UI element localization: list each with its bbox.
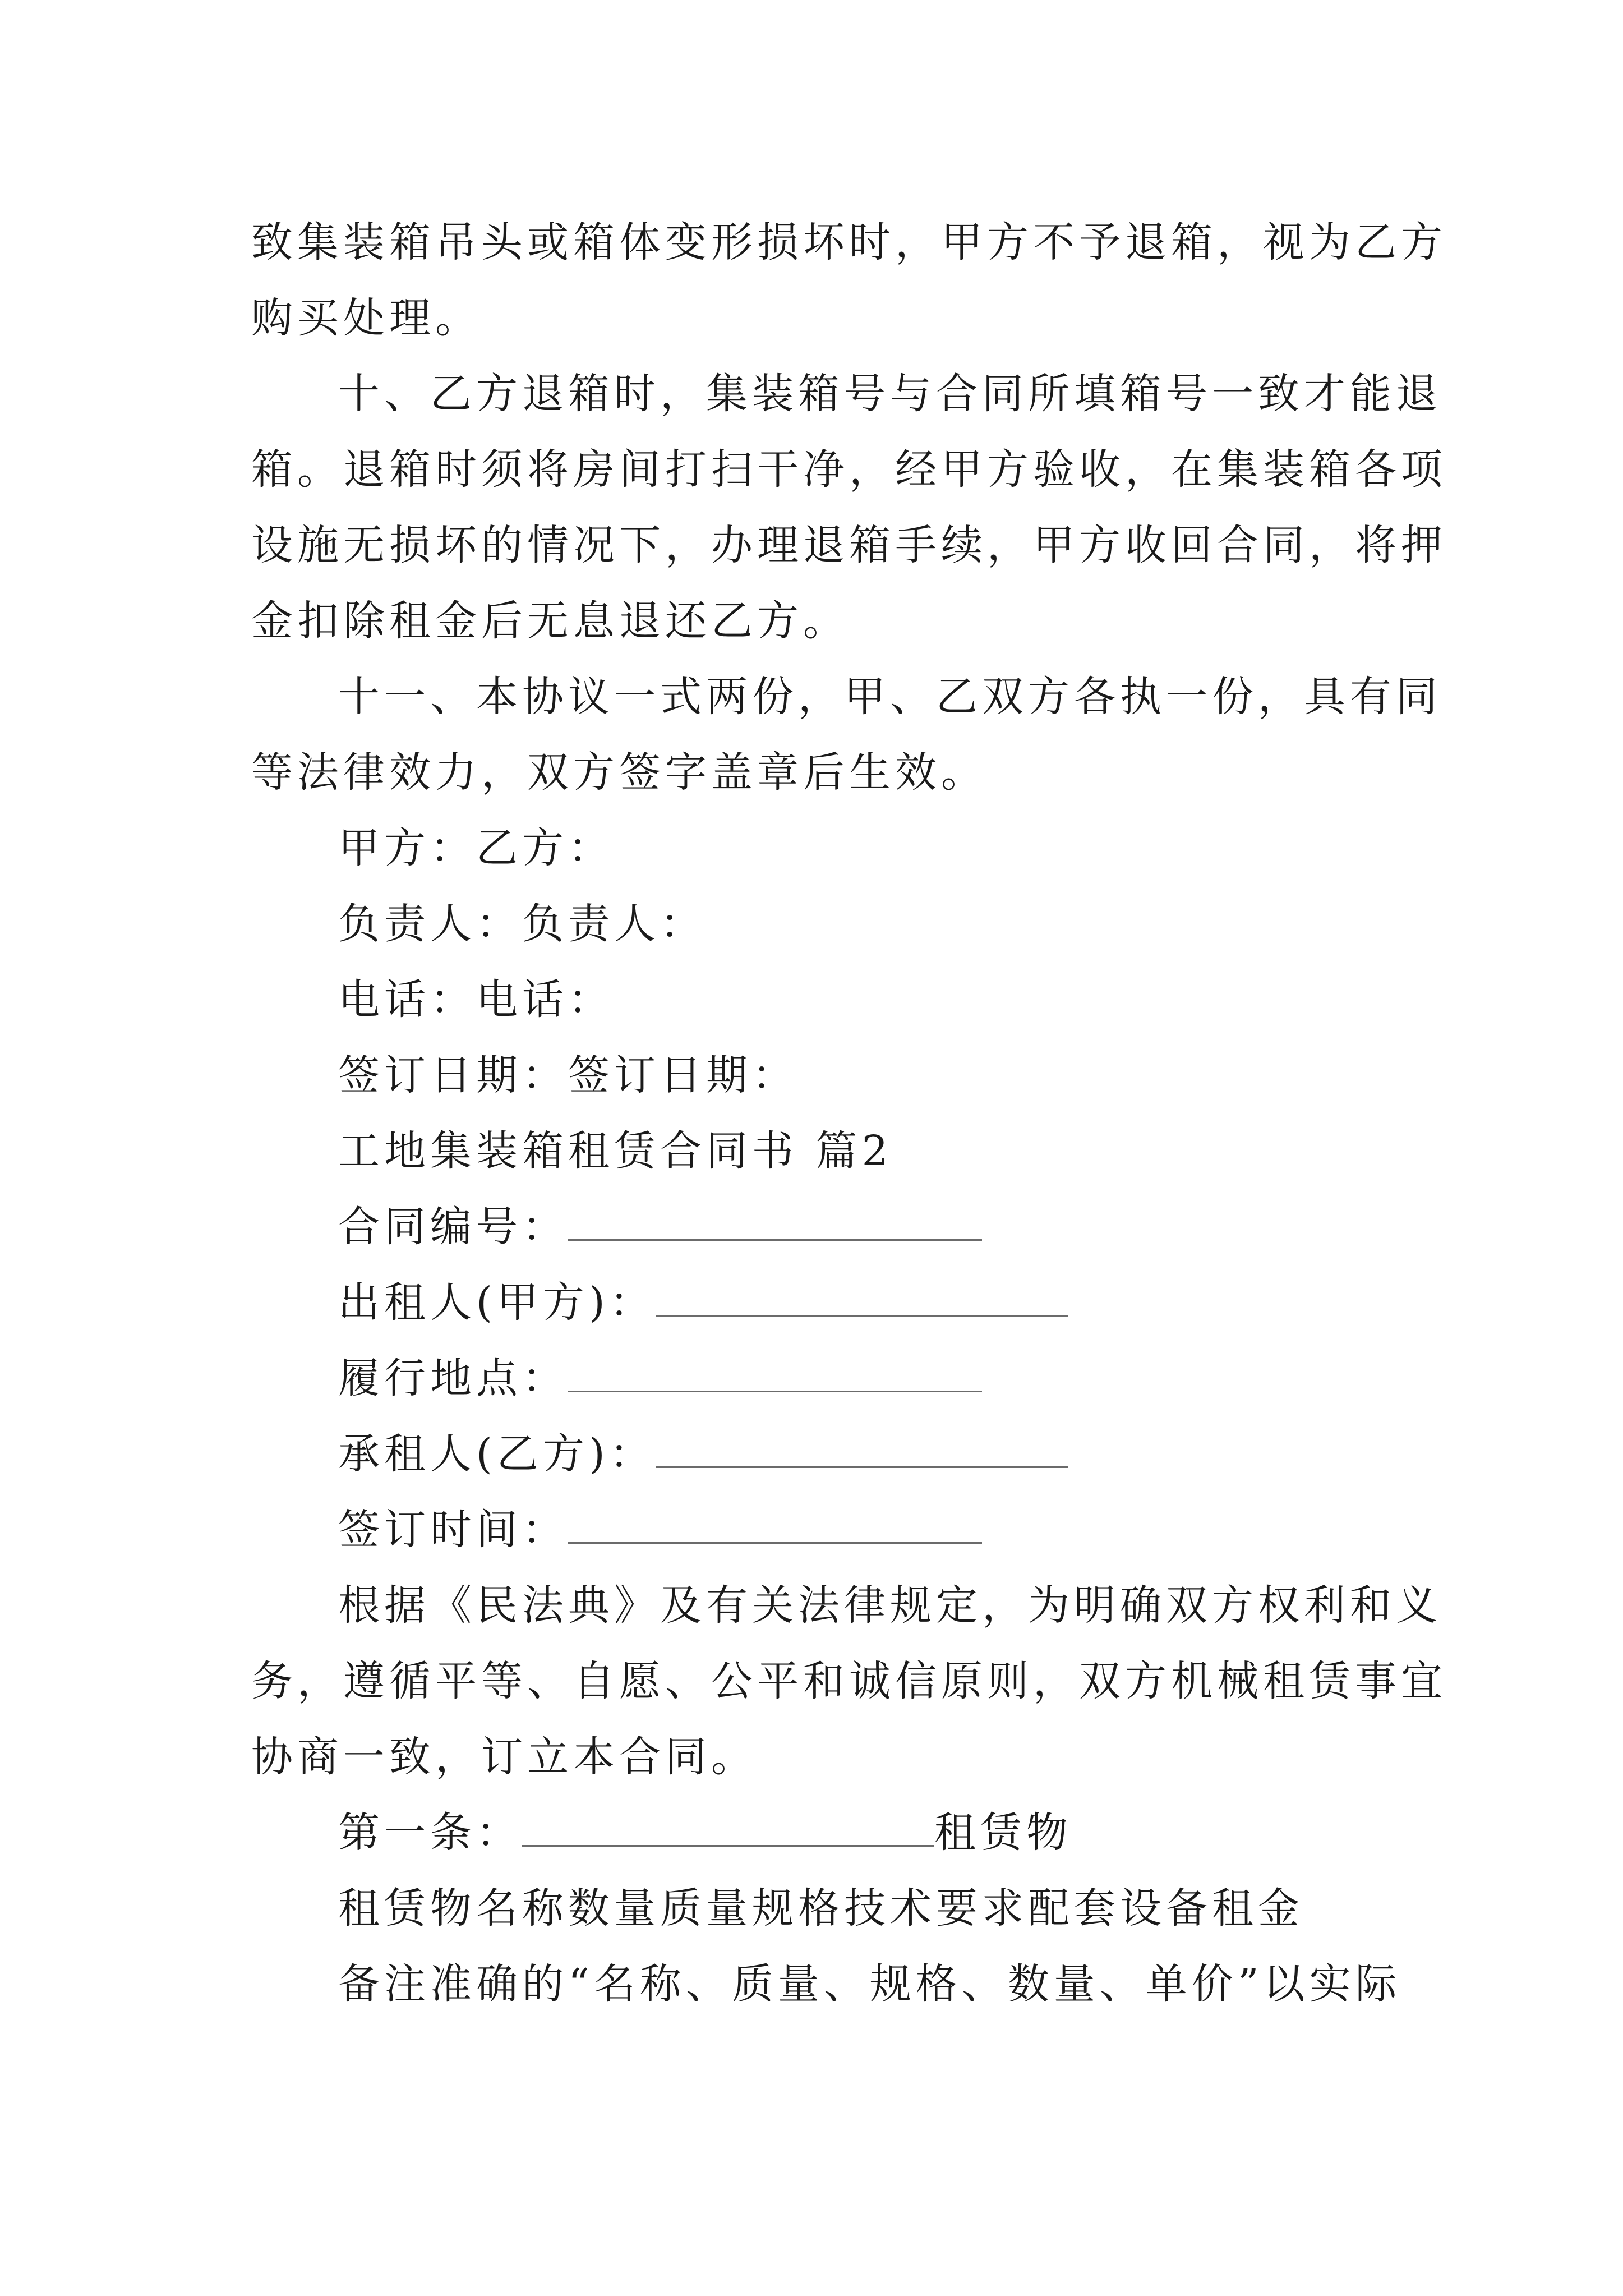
sign-time-label: 签订时间： [338, 1506, 568, 1554]
contract-number-label: 合同编号： [338, 1203, 568, 1251]
signature-phone-line: 电话：电话： [338, 976, 614, 1024]
preamble-line-1: 根据《民法典》及有关法律规定，为明确双方权利和义 [338, 1581, 1442, 1630]
sign-time-blank [568, 1503, 982, 1544]
lessee-field [338, 1426, 1068, 1482]
preamble-line-3: 协商一致，订立本合同。 [251, 1733, 757, 1781]
text-line-1: 致集装箱吊头或箱体变形损坏时，甲方不予退箱，视为乙方 [251, 218, 1447, 266]
signature-party-line: 甲方：乙方： [338, 824, 614, 872]
clause-ten-line-3: 设施无损坏的情况下，办理退箱手续，甲方收回合同，将押 [251, 521, 1447, 569]
clause-ten-line-2: 箱。退箱时须将房间打扫干净，经甲方验收，在集装箱各项 [251, 445, 1447, 494]
sign-time-field [338, 1502, 982, 1558]
lessor-field [338, 1274, 1068, 1331]
preamble-line-2: 务，遵循平等、自愿、公平和诚信原则，双方机械租赁事宜 [251, 1657, 1447, 1705]
article-one-line [338, 1805, 1072, 1861]
lessor-label: 出租人(甲方)： [338, 1278, 656, 1327]
signature-date-line: 签订日期：签订日期： [338, 1051, 798, 1099]
clause-eleven-line-1: 十一、本协议一式两份，甲、乙双方各执一份，具有同 [338, 673, 1442, 721]
lease-items-header: 租赁物名称数量质量规格技术要求配套设备租金 [338, 1884, 1304, 1932]
lessor-blank [656, 1276, 1068, 1317]
remarks-line: 备注准确的“名称、质量、规格、数量、单价”以实际 [338, 1960, 1401, 2008]
contract-number-field [338, 1199, 982, 1255]
lessee-label: 承租人(乙方)： [338, 1430, 656, 1478]
article-one-label: 第一条： [338, 1809, 522, 1857]
clause-ten-line-1: 十、乙方退箱时，集装箱号与合同所填箱号一致才能退 [338, 370, 1442, 418]
lessee-blank [656, 1427, 1068, 1468]
text-line-2: 购买处理。 [251, 294, 481, 342]
clause-eleven-line-2: 等法律效力，双方签字盖章后生效。 [251, 748, 987, 797]
location-label: 履行地点： [338, 1354, 568, 1402]
signature-responsible-line: 负责人：负责人： [338, 900, 706, 948]
location-field [338, 1350, 982, 1406]
contract-number-blank [568, 1200, 982, 1241]
section-title: 工地集装箱租赁合同书 篇2 [338, 1127, 893, 1175]
location-blank [568, 1351, 982, 1392]
article-one-suffix: 租赁物 [934, 1809, 1072, 1857]
clause-ten-line-4: 金扣除租金后无息退还乙方。 [251, 597, 849, 645]
article-one-blank [522, 1806, 934, 1847]
